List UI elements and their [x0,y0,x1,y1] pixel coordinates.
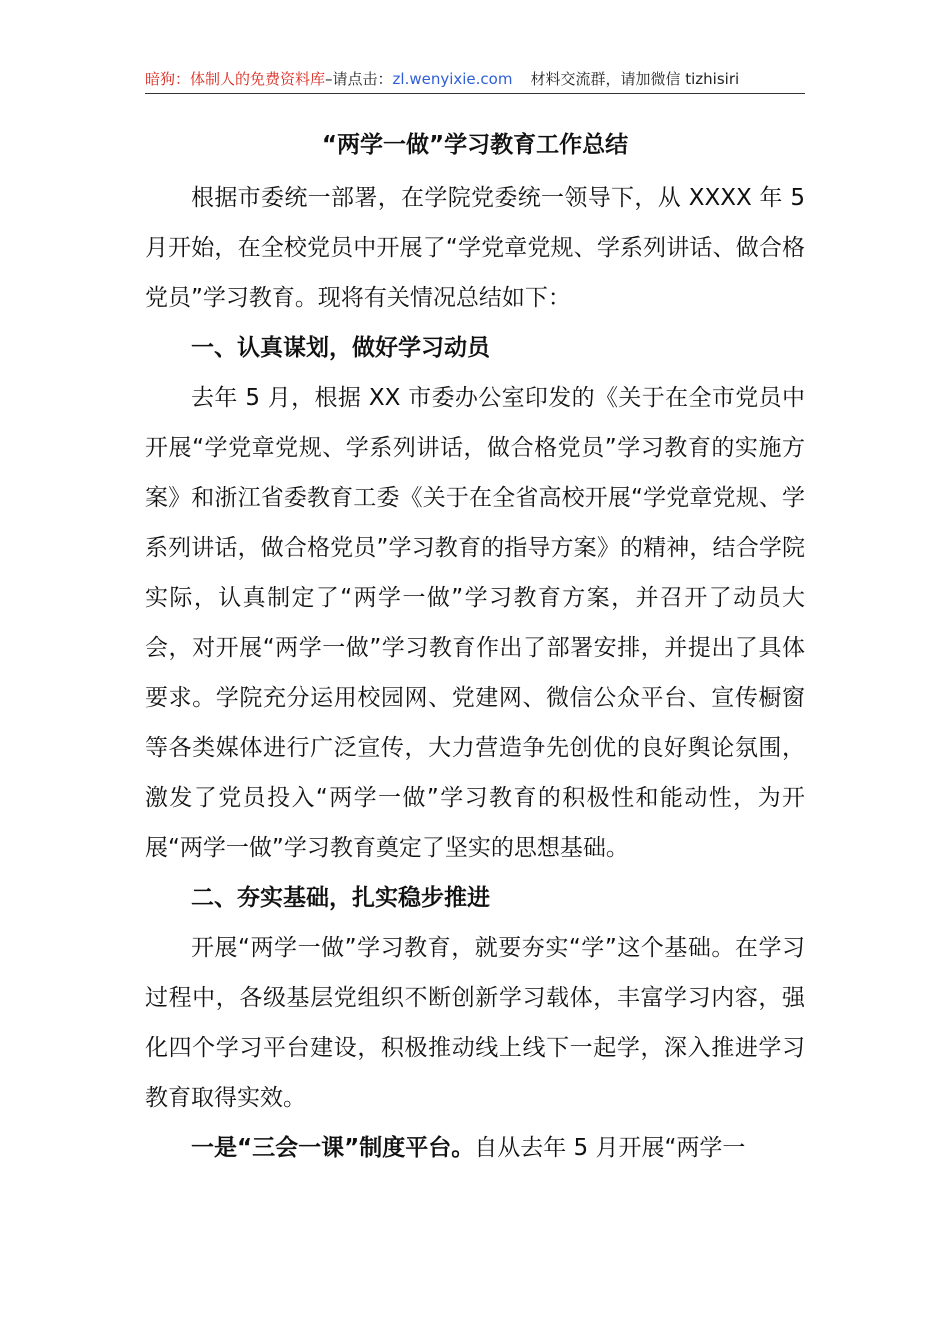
page-header [145,68,805,92]
section-2-heading: 二、夯实基础，扎实稳步推进 [191,885,490,911]
document-title: “两学一做”学习教育工作总结 [321,132,629,158]
contact-note: 材料交流群，请加微信 tizhisiri [530,70,740,88]
document-body [145,173,805,1173]
site-name: 暗狗：体制人的免费资料库 [145,70,326,88]
intro-paragraph: 根据市委统一部署，在学院党委统一领导下，从 XXXX 年 5 月开始，在全校党员中开展了“学党章党规、学系列讲话、做合格党员”学习教育。现将有关情况总结如下： [145,185,805,311]
section-2-paragraph: 开展“两学一做”学习教育，就要夯实“学”这个基础。在学习过程中，各级基层党组织不断创新学习载体，丰富学习内容，强化四个学习平台建设，积极推动线上线下一起学，深入推进学习教育取得实效。 [145,935,805,1111]
header-divider [145,93,805,94]
click-prompt: –请点击： [325,70,393,88]
section-1-heading: 一、认真谋划，做好学习动员 [191,335,490,361]
section-1-paragraph: 去年 5 月，根据 XX 市委办公室印发的《关于在全市党员中开展“学党章党规、学系列讲话，做合格党员”学习教育的实施方案》和浙江省委教育工委《关于在全省高校开展“学党章党规、学系列讲话，做合格党员”学习教育的指导方案》的精神，结合学院实际，认真制定了“两学一做”学习教育方案，并召开了动员大会，对开展“两学一做”学习教育作出了部署安排，并提出了具体要求。学院充分运用校园网、党建网、微信公众平台、宣传橱窗等各类媒体进行广泛宣传，大力营造争先创优的良好舆论氛围，激发了党员投入“两学一做”学习教育的积极性和能动性，为开展“两学一做”学习教育奠定了坚实的思想基础。 [145,385,805,861]
item-1-lead: 一是“三会一课”制度平台。 [191,1135,475,1161]
item-1-text: 自从去年 5 月开展“两学一 [474,1135,746,1161]
site-link[interactable]: zl.wenyixie.com [392,70,513,88]
section-2-item-1 [145,1123,805,1173]
